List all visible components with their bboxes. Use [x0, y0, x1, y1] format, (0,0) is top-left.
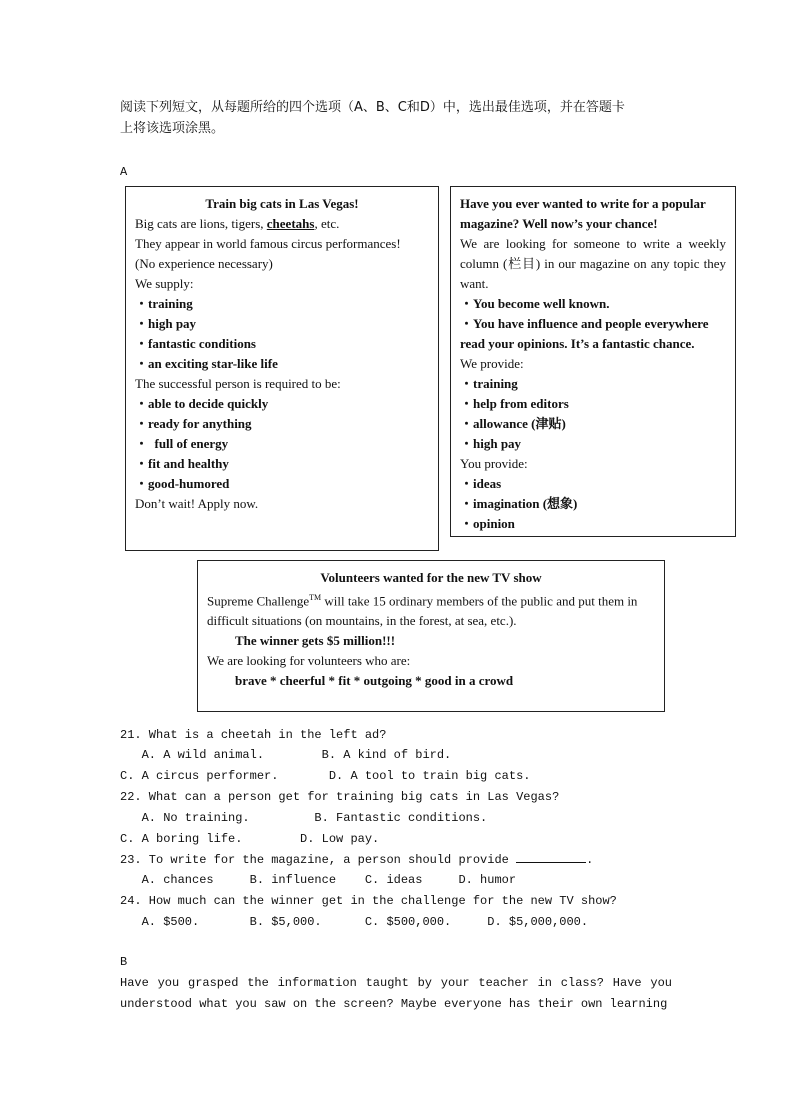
section-b-paragraph: Have you grasped the information taught by your teacher in class? Have you understood what you saw on the screen? Maybe everyone has their own learning — [120, 976, 672, 1011]
ad1-required-item: ・able to decide quickly — [135, 396, 269, 411]
ad1-required-item: ・ready for anything — [135, 416, 252, 431]
answer-blank — [516, 851, 586, 863]
ad2-you-provide-item: ・ideas — [460, 476, 502, 491]
ad1-supply-item: ・training — [135, 296, 193, 311]
ad3-body: Supreme Challenge™ will take 15 ordinary members of the public and put them in difficult situations (on mountains, in the forest, at sea, etc.). — [207, 593, 638, 629]
ad1-required-item: ・good-humored — [135, 476, 230, 491]
question-22-options-cd: C. A boring life. D. Low pay. — [120, 832, 380, 846]
ad3-title: Volunteers wanted for the new TV show — [320, 570, 542, 585]
section-b-label: B — [120, 955, 128, 969]
question-23-options: A. chances B. influence C. ideas D. humor — [120, 873, 517, 887]
question-21-options-cd: C. A circus performer. D. A tool to train big cats. — [120, 769, 531, 783]
ad3-traits: brave * cheerful * fit * outgoing * good in a crowd — [235, 673, 514, 689]
instructions-line-2: 上将该选项涂黑。 — [120, 121, 225, 136]
ad2-provide-heading: We provide: — [460, 356, 524, 371]
ad3-looking: We are looking for volunteers who are: — [207, 653, 411, 669]
ad2-provide-item: ・high pay — [460, 436, 522, 451]
ad1-line-2: They appear in world famous circus performances! — [135, 236, 401, 251]
question-22-options-ab: A. No training. B. Fantastic conditions. — [120, 811, 488, 825]
question-24-options: A. $500. B. $5,000. C. $500,000. D. $5,000,000. — [120, 915, 589, 929]
ad2-you-provide-heading: You provide: — [460, 456, 528, 471]
ad2-you-provide-item: ・opinion — [460, 516, 515, 531]
ad1-title: Train big cats in Las Vegas! — [205, 196, 359, 211]
ad-big-cats — [125, 186, 439, 551]
ad1-required-heading: The successful person is required to be: — [135, 376, 341, 391]
question-24: 24. How much can the winner get in the challenge for the new TV show? — [120, 894, 617, 908]
ad1-supply-item: ・high pay — [135, 316, 197, 331]
ad1-closing: Don’t wait! Apply now. — [135, 496, 259, 511]
question-21-options-ab: A. A wild animal. B. A kind of bird. — [120, 748, 452, 762]
ad1-supply-item: ・fantastic conditions — [135, 336, 256, 351]
ad1-line-1: Big cats are lions, tigers, cheetahs, etc. — [135, 216, 340, 231]
ad1-required-item: ・fit and healthy — [135, 456, 229, 471]
ad2-title: Have you ever wanted to write for a popular magazine? Well now’s your chance! — [460, 196, 706, 231]
question-22: 22. What can a person get for training big cats in Las Vegas? — [120, 790, 560, 804]
ad3-trademark: TM — [309, 593, 322, 602]
ad-tv-show — [197, 560, 665, 712]
ad2-benefit: ・You become well known. — [460, 296, 610, 311]
ad1-required-item: ・ full of energy — [135, 436, 229, 451]
ad2-provide-item: ・help from editors — [460, 396, 569, 411]
question-23: 23. To write for the magazine, a person should provide . — [120, 853, 594, 867]
ad2-provide-item: ・training — [460, 376, 518, 391]
ad1-cheetahs-word: cheetahs — [266, 216, 315, 231]
ad2-provide-item: ・allowance (津贴) — [460, 416, 566, 431]
ad2-you-provide-item: ・imagination (想象) — [460, 496, 578, 511]
ad1-line-3: (No experience necessary) — [135, 256, 273, 271]
ad1-supply-heading: We supply: — [135, 276, 194, 291]
ad1-supply-item: ・an exciting star-like life — [135, 356, 278, 371]
section-a-label: A — [120, 165, 128, 179]
ad2-benefit: ・You have influence and people everywhere read your opinions. It’s a fantastic chance. — [460, 316, 709, 351]
ad3-prize: The winner gets $5 million!!! — [235, 633, 396, 649]
ad2-body: We are looking for someone to write a weekly column (栏目) in our magazine on any topic they want. — [460, 236, 726, 291]
instructions-line-1: 阅读下列短文，从每题所给的四个选项（A、B、C和D）中，选出最佳选项，并在答题卡 — [120, 100, 625, 115]
instructions — [120, 97, 680, 139]
question-21: 21. What is a cheetah in the left ad? — [120, 728, 387, 742]
ad-magazine — [450, 186, 736, 537]
